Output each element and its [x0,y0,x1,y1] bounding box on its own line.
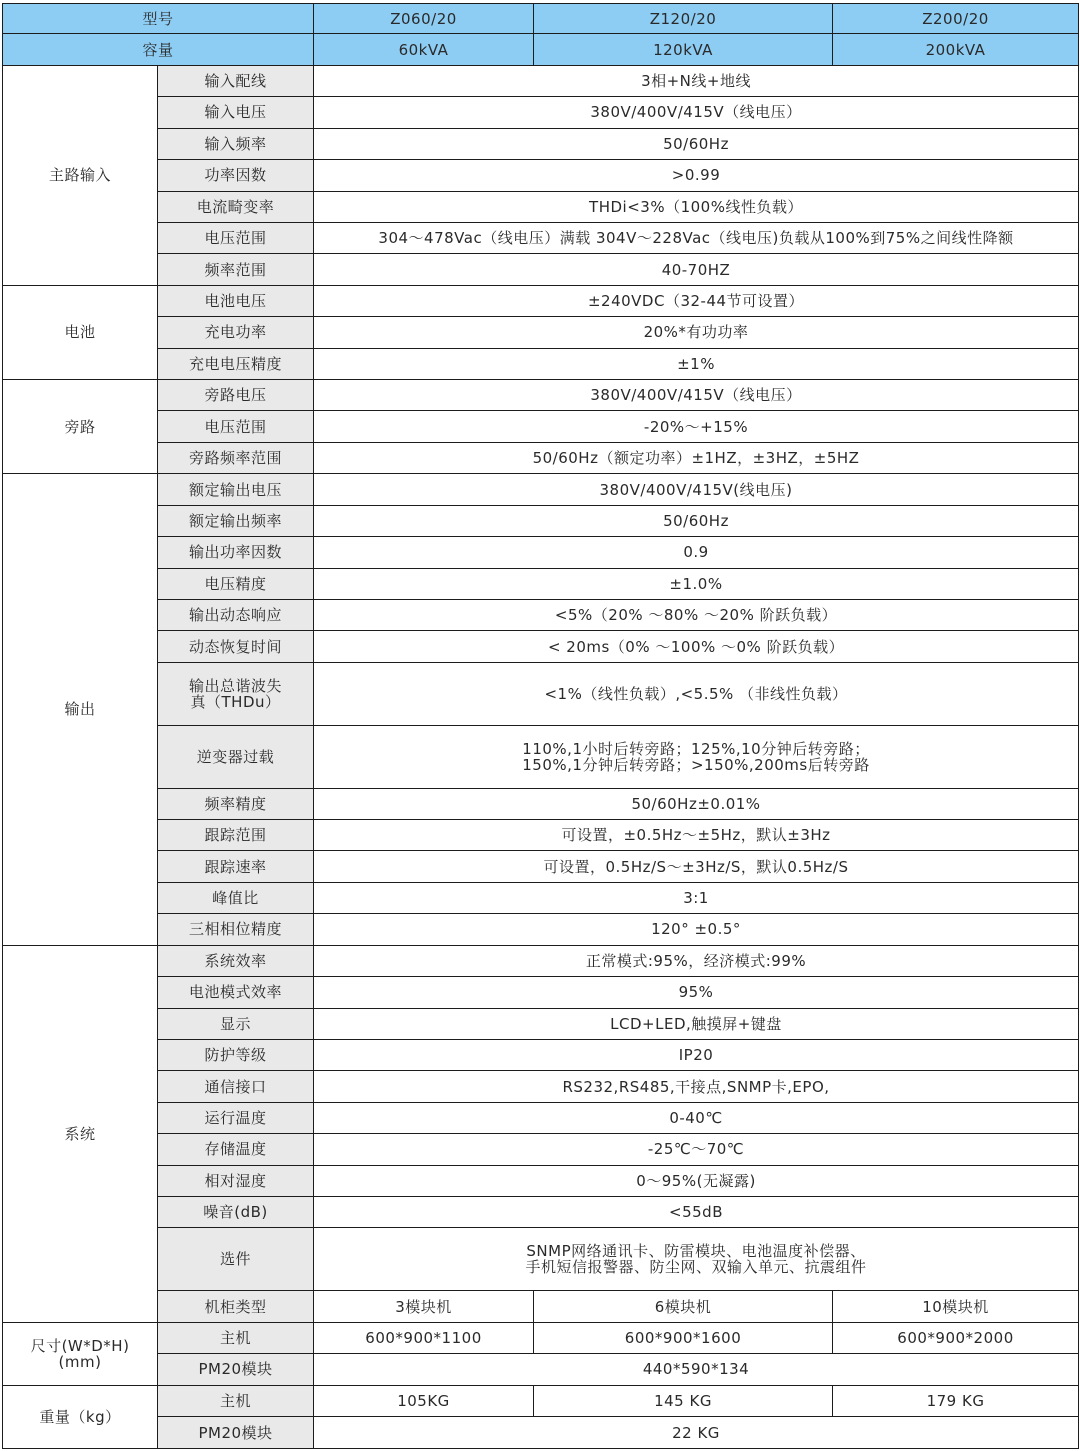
group-name: 重量（kg） [3,1385,158,1448]
spec-value: ±1.0% [314,568,1079,599]
table-row [3,191,1079,222]
capacity-value: 120kVA [534,34,833,65]
spec-label: 存储温度 [158,1134,314,1165]
group-name-line: (mm) [58,1352,102,1371]
spec-label: 通信接口 [158,1071,314,1102]
spec-label [158,662,314,725]
spec-label: 噪音(dB) [158,1197,314,1228]
spec-value-line: SNMP网络通讯卡、防雷模块、电池温度补偿器、 [526,1242,866,1261]
table-row [3,4,1079,34]
table-row [3,1134,1079,1165]
spec-label: 运行温度 [158,1102,314,1133]
spec-label-line: 输出总谐波失 [189,676,283,695]
spec-value: 600*900*1100 [314,1322,534,1353]
spec-label: 输入配线 [158,65,314,96]
table-row [3,819,1079,850]
spec-label: 跟踪范围 [158,819,314,850]
spec-label: 电压范围 [158,411,314,442]
spec-value: ±1% [314,348,1079,379]
spec-label: 峰值比 [158,882,314,913]
spec-value: < 20ms（0% ～100% ～0% 阶跃负载） [314,631,1079,662]
spec-value: 95% [314,977,1079,1008]
table-row [3,537,1079,568]
spec-label: 动态恢复时间 [158,631,314,662]
model-name: Z120/20 [534,4,833,34]
table-row [3,222,1079,253]
table-row [3,1102,1079,1133]
table-row [3,600,1079,631]
capacity-value: 200kVA [833,34,1079,65]
table-row [3,1197,1079,1228]
spec-value-line: 150%,1分钟后转旁路；>150%,200ms后转旁路 [522,755,870,774]
spec-value: LCD+LED,触摸屏+键盘 [314,1008,1079,1039]
spec-value: 380V/400V/415V（线电压） [314,97,1079,128]
spec-table [2,3,1079,1449]
spec-value: 正常模式:95%，经济模式:99% [314,945,1079,976]
table-row [3,505,1079,536]
spec-value: 50/60Hz [314,128,1079,159]
spec-label: 相对湿度 [158,1165,314,1196]
spec-value: 145 KG [534,1385,833,1416]
spec-value-line: 110%,1小时后转旁路；125%,10分钟后转旁路； [522,739,870,758]
spec-label: 额定输出电压 [158,474,314,505]
spec-value: 40-70HZ [314,254,1079,285]
spec-label: 逆变器过载 [158,725,314,788]
table-row [3,160,1079,191]
spec-label: 系统效率 [158,945,314,976]
spec-label: 输出功率因数 [158,537,314,568]
spec-value: 50/60Hz±0.01% [314,788,1079,819]
table-row [3,1385,1079,1416]
spec-value: -20%～+15% [314,411,1079,442]
table-row [3,97,1079,128]
spec-value: 22 KG [314,1417,1079,1449]
table-row [3,34,1079,65]
group-name: 旁路 [3,380,158,474]
table-row [3,1322,1079,1353]
model-header-label: 型号 [3,4,314,34]
spec-label: 电压范围 [158,222,314,253]
spec-label: 旁路频率范围 [158,442,314,473]
table-row [3,411,1079,442]
spec-value [314,725,1079,788]
spec-label: 显示 [158,1008,314,1039]
table-row [3,725,1079,788]
table-row [3,128,1079,159]
spec-value: 380V/400V/415V(线电压) [314,474,1079,505]
spec-label: 主机 [158,1385,314,1416]
spec-value: 105KG [314,1385,534,1416]
spec-value: 0～95%(无凝露) [314,1165,1079,1196]
spec-label: 输出动态响应 [158,600,314,631]
model-name: Z200/20 [833,4,1079,34]
spec-label: 电压精度 [158,568,314,599]
spec-label: 旁路电压 [158,380,314,411]
table-row [3,1291,1079,1322]
table-row [3,851,1079,882]
spec-label: 防护等级 [158,1039,314,1070]
spec-label: 跟踪速率 [158,851,314,882]
spec-value: 304～478Vac（线电压）满载 304V～228Vac（线电压)负载从100%到75%之间线性降额 [314,222,1079,253]
spec-value: <5%（20% ～80% ～20% 阶跃负载） [314,600,1079,631]
spec-label: 频率范围 [158,254,314,285]
spec-label: 电池模式效率 [158,977,314,1008]
table-row [3,882,1079,913]
spec-value: 600*900*2000 [833,1322,1079,1353]
spec-label: 电池电压 [158,285,314,316]
table-row [3,348,1079,379]
spec-value: 0-40℃ [314,1102,1079,1133]
table-row [3,254,1079,285]
spec-label: 输入电压 [158,97,314,128]
spec-label: PM20模块 [158,1417,314,1449]
spec-label: 频率精度 [158,788,314,819]
spec-value: 10模块机 [833,1291,1079,1322]
table-row [3,568,1079,599]
spec-value: 可设置，±0.5Hz～±5Hz，默认±3Hz [314,819,1079,850]
table-row [3,1354,1079,1385]
spec-label: 主机 [158,1322,314,1353]
capacity-value: 60kVA [314,34,534,65]
spec-value: 120° ±0.5° [314,914,1079,945]
spec-value: 600*900*1600 [534,1322,833,1353]
spec-label: 充电电压精度 [158,348,314,379]
table-row [3,65,1079,96]
spec-value: THDi<3%（100%线性负载） [314,191,1079,222]
spec-value: 3模块机 [314,1291,534,1322]
spec-value: 440*590*134 [314,1354,1079,1385]
spec-value: 6模块机 [534,1291,833,1322]
spec-value-line: 手机短信报警器、防尘网、双输入单元、抗震组件 [525,1258,867,1277]
table-row [3,1417,1079,1449]
table-row [3,631,1079,662]
spec-value: <1%（线性负载）,<5.5% （非线性负载） [314,662,1079,725]
spec-value: >0.99 [314,160,1079,191]
table-row [3,914,1079,945]
spec-value [314,1228,1079,1291]
table-row [3,380,1079,411]
spec-value: IP20 [314,1039,1079,1070]
spec-label: 额定输出频率 [158,505,314,536]
spec-value: 50/60Hz（额定功率）±1HZ，±3HZ，±5HZ [314,442,1079,473]
group-name-line: 尺寸(W*D*H) [30,1336,130,1355]
spec-label: 电流畸变率 [158,191,314,222]
group-name [3,1322,158,1385]
spec-label: PM20模块 [158,1354,314,1385]
group-name: 输出 [3,474,158,945]
table-row [3,662,1079,725]
spec-value: 3相+N线+地线 [314,65,1079,96]
spec-value: -25℃～70℃ [314,1134,1079,1165]
table-row [3,442,1079,473]
spec-value: ±240VDC（32-44节可设置） [314,285,1079,316]
spec-label: 输入频率 [158,128,314,159]
spec-value: 3:1 [314,882,1079,913]
spec-label: 选件 [158,1228,314,1291]
table-row [3,1228,1079,1291]
spec-value: 可设置，0.5Hz/S～±3Hz/S，默认0.5Hz/S [314,851,1079,882]
spec-value: RS232,RS485,干接点,SNMP卡,EPO, [314,1071,1079,1102]
spec-value: 0.9 [314,537,1079,568]
spec-label: 充电功率 [158,317,314,348]
table-row [3,1039,1079,1070]
spec-label: 机柜类型 [158,1291,314,1322]
table-row [3,317,1079,348]
table-row [3,977,1079,1008]
spec-label: 功率因数 [158,160,314,191]
table-row [3,945,1079,976]
capacity-header-label: 容量 [3,34,314,65]
table-row [3,1008,1079,1039]
table-row [3,788,1079,819]
spec-value: 20%*有功功率 [314,317,1079,348]
table-row [3,285,1079,316]
spec-value: 380V/400V/415V（线电压） [314,380,1079,411]
spec-label-line: 真（THDu） [190,692,281,711]
model-name: Z060/20 [314,4,534,34]
table-row [3,1071,1079,1102]
spec-value: 50/60Hz [314,505,1079,536]
spec-label: 三相相位精度 [158,914,314,945]
spec-value: <55dB [314,1197,1079,1228]
table-row [3,1165,1079,1196]
group-name: 主路输入 [3,65,158,285]
table-row [3,474,1079,505]
group-name: 系统 [3,945,158,1322]
group-name: 电池 [3,285,158,379]
spec-value: 179 KG [833,1385,1079,1416]
